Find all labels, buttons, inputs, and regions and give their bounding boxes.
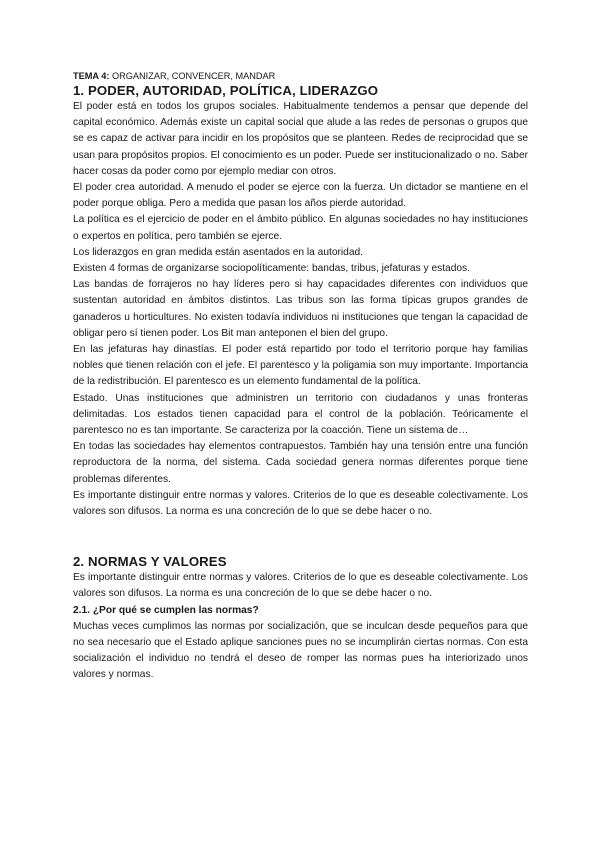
paragraph: Las bandas de forrajeros no hay líderes pero si hay capacidades diferentes con individuos que sustentan autoridad en ámbitos distintos. Las tribus son las forma típicas grupos grandes de ganaderos u horticultures. No existen todavía individuos ni instituciones que tengan la capacidad de obligar pero sí tienen poder. Los Bit man anteponen el bien del grupo. [73, 279, 528, 339]
topic-label: TEMA 4: [73, 71, 110, 81]
topic-header [73, 70, 528, 82]
paragraph: El poder está en todos los grupos sociales. Habitualmente tendemos a pensar que depende del capital económico. Además existe un capital social que alude a las redes de personas o grupos que se es capaz de activar para incidir en los propósitos que se planteen. Redes de reciprocidad que se usan para propósitos propios. El conocimiento es un poder. Puede ser institucionalizado o no. Saber hacer cosas da poder como por ejemplo mediar con otros. [73, 101, 528, 177]
paragraph: Los liderazgos en gran medida están asentados en la autoridad. [73, 246, 363, 258]
section-1-title: 1. PODER, AUTORIDAD, POLÍTICA, LIDERAZGO [73, 83, 379, 98]
subsection-2-1-text: Muchas veces cumplimos las normas por socialización, que se inculcan desde pequeños para que no sea necesario que el Estado aplique sanciones pues no se incumplirán ciertas normas. Con esta socialización el individuo no tendrá el deseo de romper las normas pues ha interiorizado unos valores y normas. [73, 620, 528, 681]
paragraph: El poder crea autoridad. A menudo el poder se ejerce con la fuerza. Un dictador se mantiene en el poder porque obliga. Pero a medida que pasan los años pierde autoridad. [73, 182, 528, 210]
paragraph: En las jefaturas hay dinastías. El poder está repartido por todo el territorio porque hay familias nobles que tienen relación con el jefe. El parentesco y la poligamia son muy importante. Importancia de la redistribución. El parentesco es un elemento fundamental de la política. [73, 344, 528, 388]
paragraph: Existen 4 formas de organizarse sociopolíticamente: bandas, tribus, jefaturas y estados. [73, 263, 470, 275]
paragraph: La política es el ejercicio de poder en el ámbito público. En algunas sociedades no hay instituciones o expertos en política, pero también se ejerce. [73, 214, 528, 242]
paragraph: Estado. Unas instituciones que administren un territorio con ciudadanos y unas fronteras delimitadas. Los estados tienen capacidad para el control de la población. Teóricamente el parentesco no es tan importante. Se caracteriza por la coacción. Tiene un sistema de… [73, 392, 528, 437]
paragraph: En todas las sociedades hay elementos contrapuestos. También hay una tensión entre una función reproductora de la norma, del sistema. Cada sociedad genera normas diferentes porque tiene problemas diferentes. [73, 441, 528, 485]
paragraph: Es importante distinguir entre normas y valores. Criterios de lo que es deseable colectivamente. Los valores son difusos. La norma es una concreción de lo que se debe hacer o no. [73, 489, 528, 518]
topic-title: ORGANIZAR, CONVENCER, MANDAR [109, 71, 276, 81]
section-2-intro: Es importante distinguir entre normas y valores. Criterios de lo que es deseable colectivamente. Los valores son difusos. La norma es una concreción de lo que se debe hacer o no. [73, 572, 528, 600]
section-2-title: 2. NORMAS Y VALORES [73, 554, 227, 570]
subsection-2-1-title: 2.1. ¿Por qué se cumplen las normas? [73, 604, 259, 616]
document-page [73, 70, 528, 684]
